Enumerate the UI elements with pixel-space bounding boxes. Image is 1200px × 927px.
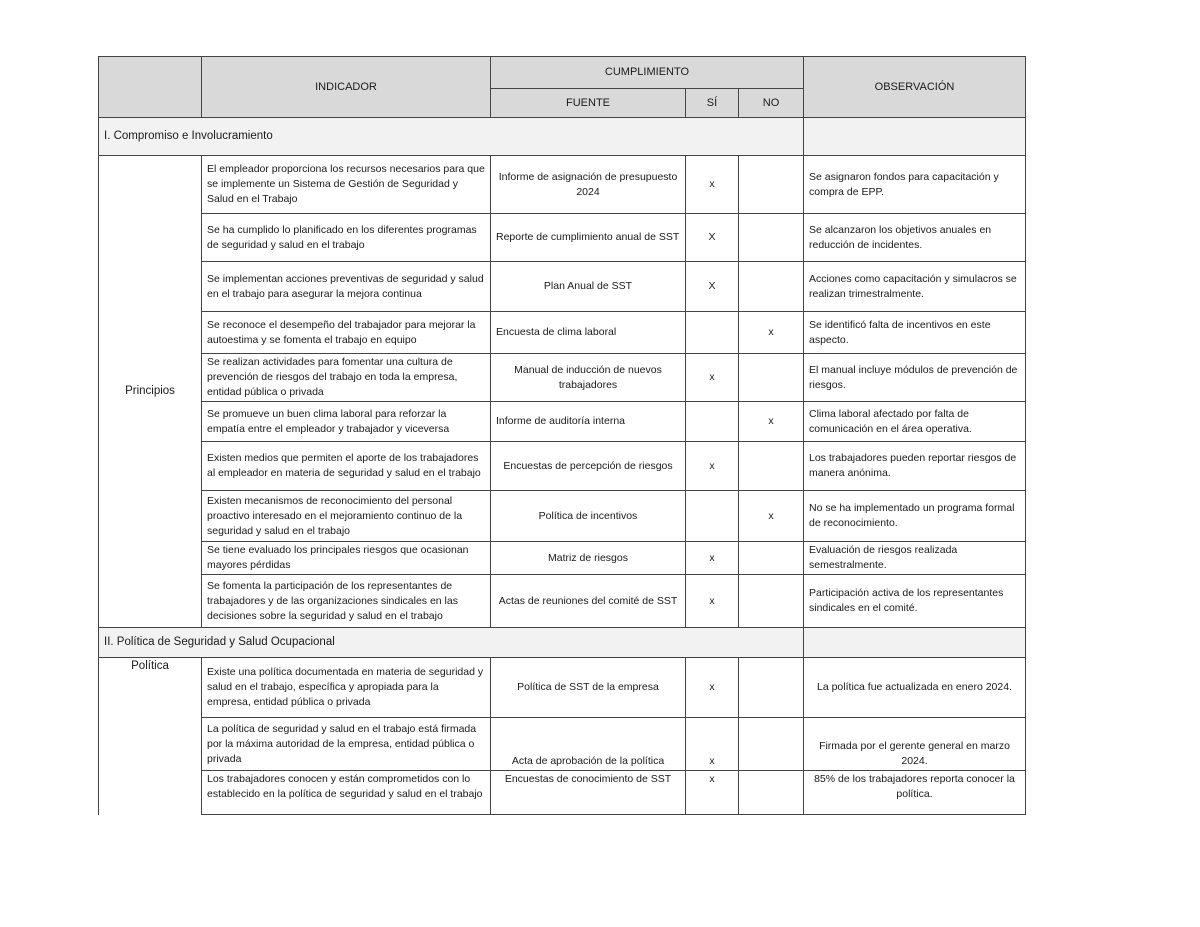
observacion-cell: No se ha implementado un programa formal de reconocimiento. (804, 491, 1026, 542)
section-obs-cell (804, 118, 1026, 156)
si-cell (686, 491, 739, 542)
fuente-cell: Encuestas de percepción de riesgos (491, 442, 686, 491)
no-cell (739, 658, 804, 718)
si-cell: x (686, 771, 739, 815)
fuente-cell: Plan Anual de SST (491, 262, 686, 312)
header-fuente: FUENTE (491, 89, 686, 118)
fuente-cell: Matriz de riesgos (491, 542, 686, 575)
observacion-cell: Evaluación de riesgos realizada semestralmente. (804, 542, 1026, 575)
section-title: II. Política de Seguridad y Salud Ocupacional (99, 628, 804, 658)
no-cell: x (739, 402, 804, 442)
fuente-cell: Informe de asignación de presupuesto 2024 (491, 156, 686, 214)
si-cell: x (686, 658, 739, 718)
category-label: Política (99, 658, 202, 815)
no-cell (739, 575, 804, 628)
indicador-cell: Se ha cumplido lo planificado en los diferentes programas de seguridad y salud en el trabajo (202, 214, 491, 262)
no-cell: x (739, 491, 804, 542)
fuente-cell: Acta de aprobación de la política (491, 718, 686, 771)
no-cell (739, 156, 804, 214)
observacion-cell: Participación activa de los representantes sindicales en el comité. (804, 575, 1026, 628)
indicador-cell: Se tiene evaluado los principales riesgos que ocasionan mayores pérdidas (202, 542, 491, 575)
fuente-cell: Política de incentivos (491, 491, 686, 542)
fuente-cell: Actas de reuniones del comité de SST (491, 575, 686, 628)
indicador-cell: Se implementan acciones preventivas de seguridad y salud en el trabajo para asegurar la mejora continua (202, 262, 491, 312)
observacion-cell: Se identificó falta de incentivos en este aspecto. (804, 312, 1026, 354)
no-cell (739, 262, 804, 312)
section-title: I. Compromiso e Involucramiento (99, 118, 804, 156)
si-cell: x (686, 442, 739, 491)
indicador-cell: Existe una política documentada en materia de seguridad y salud en el trabajo, específica y apropiada para la empresa, entidad pública o privada (202, 658, 491, 718)
observacion-cell: El manual incluye módulos de prevención de riesgos. (804, 354, 1026, 402)
header-no: NO (739, 89, 804, 118)
indicador-cell: Se promueve un buen clima laboral para reforzar la empatía entre el empleador y trabajador y viceversa (202, 402, 491, 442)
observacion-cell: Acciones como capacitación y simulacros se realizan trimestralmente. (804, 262, 1026, 312)
observacion-cell: Firmada por el gerente general en marzo 2024. (804, 718, 1026, 771)
indicador-cell: Se realizan actividades para fomentar una cultura de prevención de riesgos del trabajo en toda la empresa, entidad pública o privada (202, 354, 491, 402)
section-obs-cell (804, 628, 1026, 658)
no-cell (739, 354, 804, 402)
indicador-cell: Existen medios que permiten el aporte de los trabajadores al empleador en materia de seguridad y salud en el trabajo (202, 442, 491, 491)
si-cell: x (686, 575, 739, 628)
fuente-cell: Reporte de cumplimiento anual de SST (491, 214, 686, 262)
header-blank (99, 57, 202, 118)
category-label: Principios (99, 156, 202, 628)
fuente-cell: Informe de auditoría interna (491, 402, 686, 442)
observacion-cell: Se asignaron fondos para capacitación y compra de EPP. (804, 156, 1026, 214)
fuente-cell: Encuestas de conocimiento de SST (491, 771, 686, 815)
fuente-cell: Encuesta de clima laboral (491, 312, 686, 354)
indicador-cell: El empleador proporciona los recursos necesarios para que se implemente un Sistema de Gestión de Seguridad y Salud en el Trabajo (202, 156, 491, 214)
si-cell: x (686, 542, 739, 575)
si-cell: x (686, 354, 739, 402)
si-cell: x (686, 718, 739, 771)
header-indicador: INDICADOR (202, 57, 491, 118)
si-cell: X (686, 214, 739, 262)
si-cell (686, 312, 739, 354)
indicador-cell: La política de seguridad y salud en el trabajo está firmada por la máxima autoridad de la empresa, entidad pública o privada (202, 718, 491, 771)
observacion-cell: La política fue actualizada en enero 2024. (804, 658, 1026, 718)
indicador-cell: Los trabajadores conocen y están comprometidos con lo establecido en la política de seguridad y salud en el trabajo (202, 771, 491, 815)
compliance-table (98, 56, 1026, 815)
header-cumplimiento: CUMPLIMIENTO (491, 57, 804, 89)
header-si: SÍ (686, 89, 739, 118)
indicador-cell: Se reconoce el desempeño del trabajador para mejorar la autoestima y se fomenta el trabajo en equipo (202, 312, 491, 354)
fuente-cell: Política de SST de la empresa (491, 658, 686, 718)
no-cell (739, 771, 804, 815)
no-cell: x (739, 312, 804, 354)
si-cell: x (686, 156, 739, 214)
observacion-cell: 85% de los trabajadores reporta conocer la política. (804, 771, 1026, 815)
si-cell: X (686, 262, 739, 312)
indicador-cell: Se fomenta la participación de los representantes de trabajadores y de las organizaciones sindicales en las decisiones sobre la seguridad y salud en el trabajo (202, 575, 491, 628)
indicador-cell: Existen mecanismos de reconocimiento del personal proactivo interesado en el mejoramiento continuo de la seguridad y salud en el trabajo (202, 491, 491, 542)
no-cell (739, 442, 804, 491)
observacion-cell: Se alcanzaron los objetivos anuales en reducción de incidentes. (804, 214, 1026, 262)
observacion-cell: Clima laboral afectado por falta de comunicación en el área operativa. (804, 402, 1026, 442)
header-observacion: OBSERVACIÓN (804, 57, 1026, 118)
si-cell (686, 402, 739, 442)
observacion-cell: Los trabajadores pueden reportar riesgos de manera anónima. (804, 442, 1026, 491)
no-cell (739, 214, 804, 262)
no-cell (739, 718, 804, 771)
fuente-cell: Manual de inducción de nuevos trabajadores (491, 354, 686, 402)
no-cell (739, 542, 804, 575)
